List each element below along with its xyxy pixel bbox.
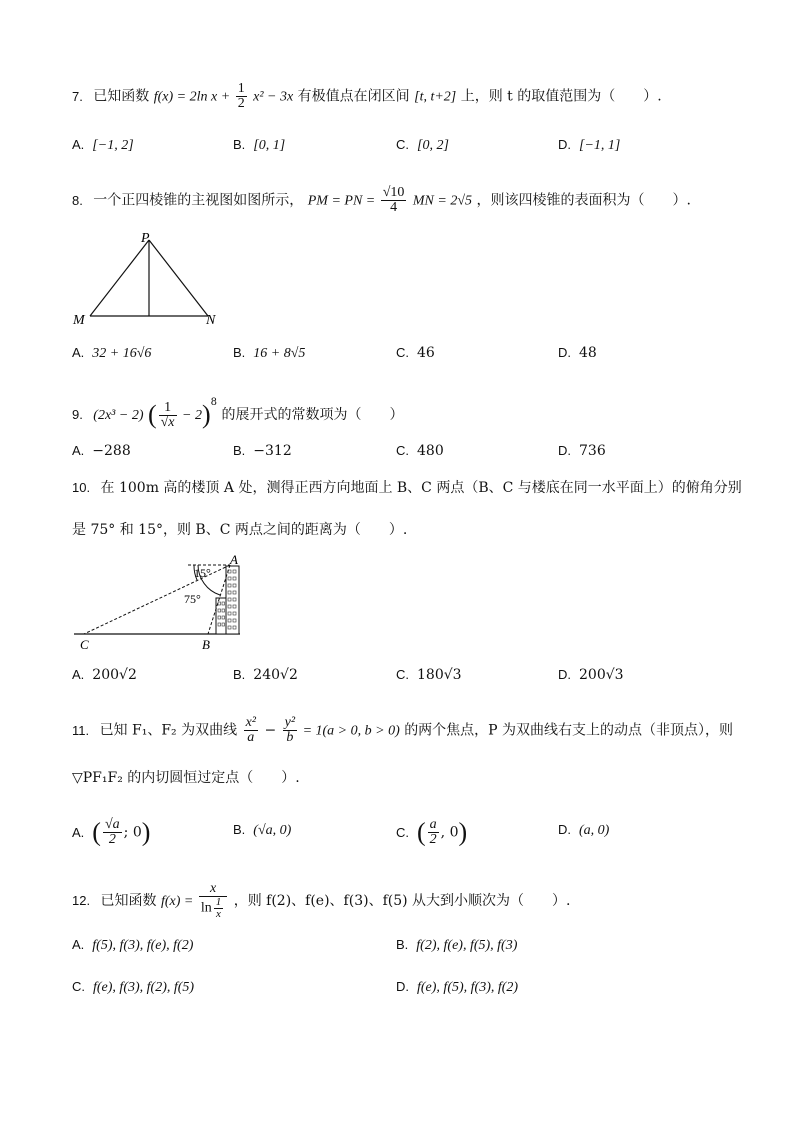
fraction-denominator: 2 [429,832,437,847]
option-text: [−1, 1] [579,138,621,153]
question-12 [72,882,570,920]
option-label: C. [396,345,409,360]
fraction-denominator [199,897,227,920]
fraction [103,818,122,847]
fraction [236,82,247,111]
fraction-numerator: 1 [159,401,177,416]
fraction [199,882,227,920]
option-text: 736 [579,443,606,459]
question-text: 在 100m 高的楼顶 A 处，测得正西方向地面上 B、C 两点（B、C 与楼底在同一水平面上）的俯角分别 [100,480,742,496]
paren-close: ) [141,817,151,847]
fraction-denominator: 2 [237,96,245,111]
option-c[interactable] [396,343,435,363]
fraction [244,716,258,745]
option-b[interactable] [233,343,305,364]
question-text: 有极值点在闭区间 [297,88,410,105]
option-label: D. [558,667,571,682]
option-label: C. [72,979,85,994]
option-d[interactable] [396,977,518,998]
option-label: D. [558,443,571,458]
option-label: A. [72,137,85,152]
question-text: 的两个焦点，P 为双曲线右支上的动点（非顶点），则 [404,722,734,739]
option-c[interactable] [396,665,462,685]
math-expression: f(x) = [160,894,197,909]
option-text: −288 [92,443,131,459]
question-10 [72,478,742,498]
math-expression: MN = 2√5 [412,193,473,209]
option-label: A. [72,824,85,840]
option-text: 480 [417,443,444,459]
option-text: f(e), f(5), f(3), f(2) [417,980,519,995]
paren-open: ( [417,817,426,847]
option-text: 48 [579,345,597,361]
math-interval: [t, t+2] [414,89,457,105]
option-text: 240√2 [253,667,298,683]
option-text: −312 [253,443,292,459]
option-d[interactable] [558,135,620,156]
option-a[interactable] [72,818,150,847]
option-a[interactable] [72,343,151,364]
option-label: C. [396,137,409,152]
fraction-denominator: x [216,908,221,920]
option-label: A. [72,937,85,952]
option-text: 32 + 16√6 [92,346,152,361]
option-text: ; 0 [123,824,142,841]
option-b[interactable] [233,441,292,461]
question-text: ，则该四棱锥的表面积为（ ）. [476,192,691,209]
question-text: 一个正四棱锥的主视图如图所示， [93,192,304,209]
option-label: B. [233,822,246,837]
option-label: C. [396,824,409,840]
fraction-numerator: x [199,882,227,897]
math-expression: = 1(a > 0, b > 0) [299,723,400,739]
option-b[interactable] [233,135,285,156]
option-c[interactable] [396,441,444,461]
math-expression: − 2 [178,408,202,423]
paren-open: ( [92,817,101,847]
option-text: f(5), f(3), f(e), f(2) [92,938,194,953]
question-number: 10. [72,480,91,495]
question-text: 是 75° 和 15°，则 B、C 两点之间的距离为（ ）. [72,522,408,538]
vertex-label-n: N [206,313,216,328]
ln-text: ln [200,900,212,916]
fraction-numerator: 1 [215,896,222,908]
question-number: 12. [72,893,91,908]
option-label: D. [396,979,409,994]
question-text: 已知函数 [93,88,150,105]
vertex-label-p: P [141,231,150,246]
option-text: 200√3 [579,667,624,683]
fraction-denominator: 2 [108,832,116,847]
fraction [159,401,177,430]
option-c[interactable] [72,977,194,998]
option-label: A. [72,345,85,360]
option-b[interactable] [233,820,291,841]
building-angle-figure [70,552,250,652]
option-label: A. [72,443,85,458]
fraction [283,716,297,745]
fraction-numerator: √a [104,817,120,832]
option-d[interactable] [558,665,624,685]
fraction-numerator: x² [245,715,256,730]
question-number: 11. [72,722,90,738]
fraction-numerator: √10 [382,185,405,200]
option-text: 46 [417,345,435,361]
fraction-numerator: y² [284,715,296,730]
inner-fraction [214,897,224,920]
option-c[interactable] [396,818,467,847]
option-label: B. [233,667,246,682]
question-7 [72,82,662,111]
option-label: D. [558,822,571,837]
question-text: 已知函数 [100,893,157,909]
fraction [381,186,407,215]
paren-open: ( [147,400,157,429]
option-label: A. [72,667,85,682]
vertex-label-m: M [73,313,85,328]
question-11 [72,716,733,745]
option-text: [0, 1] [253,138,286,153]
math-operator: − [260,722,281,739]
question-10-continued [72,520,407,540]
option-label: D. [558,137,571,152]
fraction-numerator: 1 [237,81,245,96]
point-label-b: B [202,637,210,652]
option-label: C. [396,443,409,458]
fraction-denominator: 4 [390,200,398,215]
option-text: , 0 [440,824,459,841]
option-text: f(2), f(e), f(5), f(3) [416,938,518,953]
question-number: 8. [72,192,83,208]
option-a[interactable] [72,135,134,156]
option-text: [0, 2] [417,138,449,153]
option-text: (a, 0) [579,823,610,838]
fraction-denominator: b [286,730,294,745]
fraction [428,818,439,847]
question-9 [72,393,403,430]
question-text: 已知 F₁、F₂ 为双曲线 [99,722,238,739]
paren-close: ) [458,817,468,847]
math-expression: x² − 3x [253,89,294,105]
option-label: D. [558,345,571,360]
math-expression: f(x) = 2ln x + [153,89,234,105]
angle-label-75: 75° [184,592,201,606]
angle-label-15: 15° [194,566,211,580]
question-8 [72,186,691,215]
option-text: f(e), f(3), f(2), f(5) [93,980,195,995]
option-label: C. [396,667,409,682]
question-number: 9. [72,407,83,422]
option-text: [−1, 2] [92,138,134,153]
option-c[interactable] [396,135,449,156]
question-text: ▽PF₁F₂ 的内切圆恒过定点（ ）. [72,770,300,786]
option-text: 200√2 [92,667,137,683]
fraction-denominator: a [247,730,255,745]
option-a[interactable] [72,665,137,685]
fraction-denominator: √x [160,414,175,430]
point-label-c: C [80,637,89,652]
option-a[interactable] [72,441,131,461]
option-b[interactable] [396,935,517,956]
option-d[interactable] [558,441,606,461]
option-d[interactable] [558,820,609,841]
question-text: 的展开式的常数项为（ ） [221,407,404,423]
math-expression: PM = PN = [307,193,379,209]
option-label: B. [233,443,246,458]
option-text: 180√3 [417,667,462,683]
question-11-continued [72,768,300,788]
paren-close: ) [201,400,211,429]
option-d[interactable] [558,343,597,363]
option-text: (√a, 0) [253,823,292,838]
pyramid-front-view-figure [70,228,230,332]
question-number: 7. [72,88,83,104]
option-label: B. [233,137,246,152]
option-a[interactable] [72,935,193,956]
option-label: B. [396,937,409,952]
option-text: 16 + 8√5 [253,346,306,361]
option-b[interactable] [233,665,298,685]
math-expression: (2x³ − 2) [93,408,144,423]
question-text: 上，则 t 的取值范围为（ ）. [460,88,662,105]
option-label: B. [233,345,246,360]
point-label-a: A [230,552,238,567]
question-text: ，则 f(2)、f(e)、f(3)、f(5) 从大到小顺次为（ ）. [233,893,571,909]
exponent: 8 [210,397,218,408]
fraction-numerator: a [429,817,437,832]
